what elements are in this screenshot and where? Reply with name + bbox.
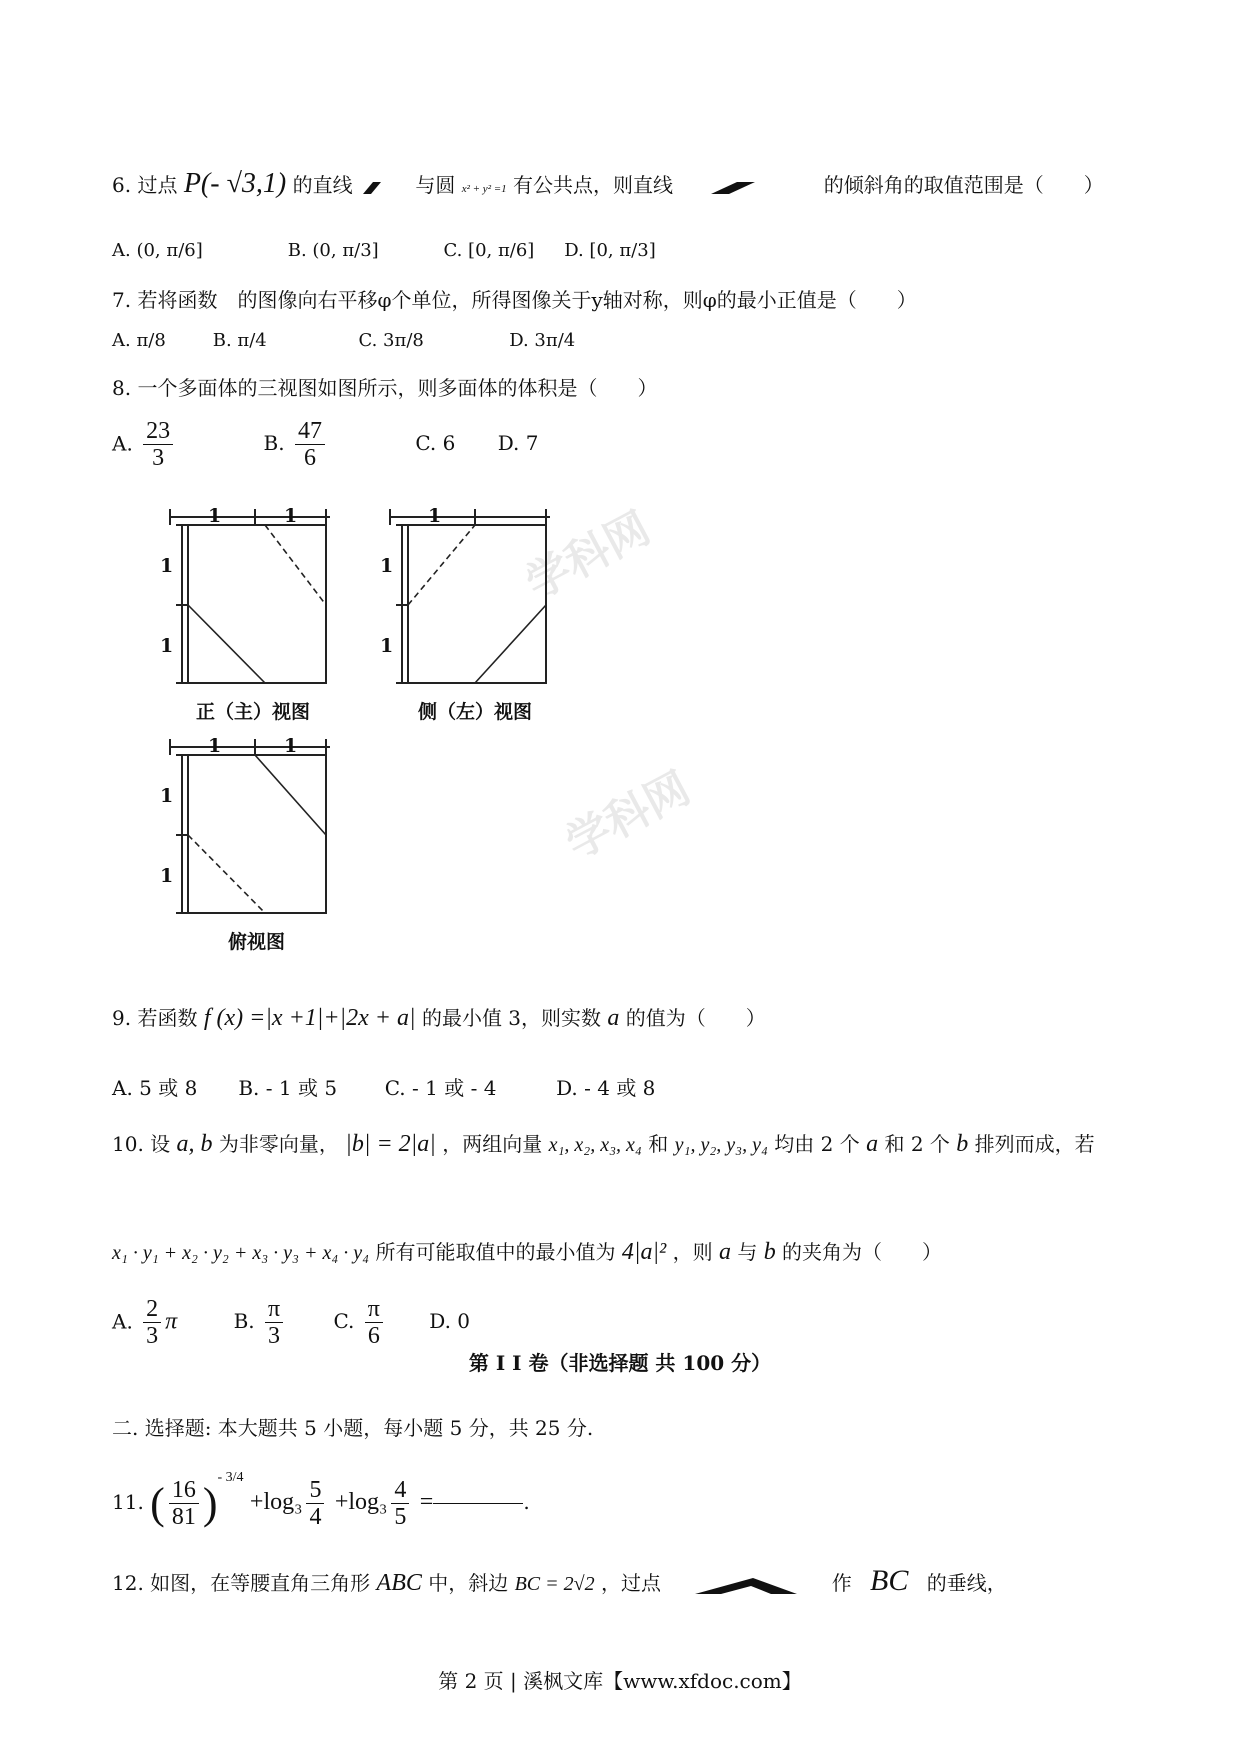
exponent: - 3/4: [217, 1470, 244, 1485]
question-10-line-2: x₁ · y₁ + x₂ · y₂ + x₃ · y₃ + x₄ · y₄ 所有可能取值中的最小值为 4|a|² ，则 a 与 b 的夹角为（ ）: [112, 1239, 943, 1265]
question-7: 7. 若将函数 的图像向右平移φ个单位，所得图像关于y轴对称，则φ的最小正值是（ ）: [112, 288, 917, 312]
fraction: $\frac{2}{3}$: [143, 1296, 161, 1350]
dim-label: 1: [428, 505, 442, 527]
question-10: 10. 设 a, b 为非零向量， |b| = 2|a| ，两组向量 x₁, x₂, x₃, x₄ 和 y₁, y₂, y₃, y₄ 均由 2 个 a 和 2 个 b 排列而成，若: [112, 1131, 1095, 1157]
dim-label: 1: [160, 865, 174, 887]
dim-label: 1: [160, 785, 174, 807]
dim-label: 1: [284, 505, 298, 527]
fraction: $\frac{5}{4}$: [306, 1477, 324, 1531]
dim-label: 1: [284, 735, 298, 757]
question-8: 8. 一个多面体的三视图如图所示，则多面体的体积是（ ）: [112, 376, 658, 400]
dim-label: 1: [208, 735, 222, 757]
fraction: $\frac{16}{81}$: [169, 1477, 199, 1531]
answer-blank: [433, 1503, 523, 1504]
point-p: P(- √3,1): [183, 168, 287, 199]
question-8-options: A. $\frac{23}{3}$ B. $\frac{47}{6}$ C. 6 D. 7: [112, 418, 539, 472]
three-view-drawing: [160, 505, 580, 955]
question-9-options: A. 5 或 8 B. - 1 或 5 C. - 1 或 - 4 D. - 4 或 8: [112, 1076, 656, 1100]
front-view-caption: 正（主）视图: [196, 701, 311, 723]
line-symbol-icon: [707, 176, 777, 198]
question-12: 12. 如图，在等腰直角三角形 ABC 中，斜边 BC = 2√2 ，过点 作 BC 的垂线，: [112, 1564, 1007, 1597]
top-view-caption: 俯视图: [228, 931, 286, 953]
question-6: 6. 过点 P(- √3,1) 的直线 与圆 x² + y² =1 有公共点，则直线 的倾斜角的取值范围是（ ）: [112, 168, 1104, 199]
question-10-options: A. $\frac{2}{3}$ π B. $\frac{\pi}{3}$ C. $\frac{\pi}{6}$ D. 0: [112, 1296, 471, 1350]
dim-label: 1: [208, 505, 222, 527]
dim-label: 1: [380, 555, 394, 577]
dim-label: 1: [160, 555, 174, 577]
fraction: $\frac{47}{6}$: [295, 418, 325, 472]
three-view-figure: [160, 505, 580, 955]
page-footer: 第 2 页 | 溪枫文库【www.xfdoc.com】: [438, 1669, 802, 1693]
dim-label: 1: [160, 635, 174, 657]
point-a-symbol-icon: [691, 1574, 801, 1596]
fraction: $\frac{4}{5}$: [391, 1477, 409, 1531]
circle-equation: x² + y² =1: [461, 183, 507, 195]
question-9: 9. 若函数 f (x) =|x +1|+|2x + a| 的最小值 3，则实数 a 的值为（ ）: [112, 1005, 766, 1031]
dim-label: 1: [380, 635, 394, 657]
function-formula: f (x) =|x +1|+|2x + a|: [203, 1005, 416, 1031]
section-2-intro: 二. 选择题: 本大题共 5 小题，每小题 5 分，共 25 分.: [112, 1416, 594, 1440]
side-view-caption: 侧（左）视图: [418, 701, 533, 723]
section-2-title: 第 I I 卷（非选择题 共 100 分）: [468, 1351, 772, 1375]
watermark: 学科网: [557, 762, 699, 870]
question-6-options: A. (0, π/6] B. (0, π/3] C. [0, π/6] D. [0, π/3]: [112, 240, 656, 261]
question-7-options: A. π/8 B. π/4 C. 3π/8 D. 3π/4: [112, 330, 576, 351]
question-11: 11. ( $\frac{16}{81}$ )$^{- 3/4}$ +log₃ $\frac{5}{4}$ +log₃ $\frac{4}{5}$ = .: [112, 1470, 530, 1530]
fraction: $\frac{\pi}{6}$: [365, 1296, 383, 1350]
watermark: 学科网: [517, 502, 659, 610]
fraction: $\frac{\pi}{3}$: [265, 1296, 283, 1350]
line-symbol-icon: [359, 176, 389, 198]
fraction: $\frac{23}{3}$: [143, 418, 173, 472]
